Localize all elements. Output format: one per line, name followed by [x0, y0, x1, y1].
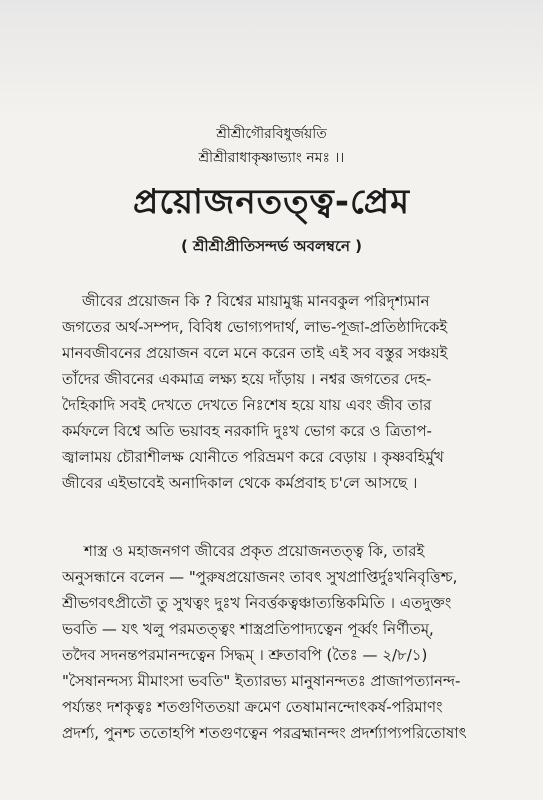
text-line: কর্মফলে বিশ্বে অতি ভয়াবহ নরকাদি দুঃখ ভোগ করে ও ত্রিতাপ-: [62, 422, 432, 440]
text-line: জীবের এইভাবেই অনাদিকাল থেকে কর্মপ্রবাহ চ'লে আসছে ।: [62, 474, 418, 492]
text-line: জ্বালাময় চৌরাশীলক্ষ যোনীতে পরিভ্রমণ করে বেড়ায় । কৃষ্ণবহির্মুখ: [62, 448, 444, 466]
text-line: অনুসন্ধানে বলেন — "পুরুষপ্রয়োজনং তাবৎ সুখপ্রাপ্তির্দুঃখনিবৃত্তিশ্চ,: [62, 568, 458, 586]
invocation-line-1: শ্রীশ্রীগৌরবিধুর্জয়তি: [216, 126, 327, 142]
text-line: তাঁদের জীবনের একমাত্র লক্ষ্য হয়ে দাঁড়ায় । নশ্বর জগতের দেহ-: [62, 370, 432, 388]
text-line: শ্রীভগবৎপ্রীতৌ তু সুখত্বং দুঃখ নিবর্ত্তকত্বঞ্চাত্যন্তিকমিতি । এতদুক্তং: [62, 594, 452, 612]
invocation-line-2: শ্রীশ্রীরাধাকৃষ্ণাভ্যাং নমঃ ।।: [198, 150, 345, 166]
chapter-subtitle: ( শ্রীশ্রীপ্রীতিসন্দর্ভ অবলম্বনে ): [180, 237, 363, 255]
bleed-through-shadow: [0, 0, 543, 120]
paragraph-2: [62, 538, 522, 746]
text-line: দৈহিকাদি সবই দেখতে দেখতে নিঃশেষ হয়ে যায় এবং জীব তার: [62, 396, 432, 414]
text-line: জগতের অর্থ-সম্পদ, বিবিধ ভোগ্যপদার্থ, লাভ-পূজা-প্রতিষ্ঠাদিকেই: [62, 318, 448, 336]
chapter-title: প্রয়োজনতত্ত্ব-প্রেম: [132, 182, 410, 222]
paragraph-1: [62, 288, 522, 496]
text-line: "সৈষানন্দস্য মীমাংসা ভবতি" ইত্যারভ্য মানুষানন্দতঃ প্রাজাপত্যানন্দ-: [62, 672, 461, 690]
text-line: ভবতি — যৎ খলু পরমতত্ত্বং শাস্ত্রপ্রতিপাদ্যত্বেন পূর্ব্বং নির্ণীতম্,: [62, 620, 434, 638]
text-line: জীবের প্রয়োজন কি ? বিশ্বের মায়ামুগ্ধ মানবকুল পরিদৃশ্যমান: [82, 292, 430, 310]
text-line: শাস্ত্র ও মহাজনগণ জীবের প্রকৃত প্রয়োজনতত্ত্ব কি, তারই: [84, 542, 425, 560]
text-line: পর্য্যন্তং দশকৃত্বঃ শতগুণিততয়া ক্রমেণ তেষামানন্দোৎকর্ষ-পরিমাণং: [62, 698, 443, 716]
text-line: প্রদর্শ্য, পুনশ্চ ততোহপি শতগুণত্বেন পরব্রহ্মানন্দং প্রদর্শ্যাপ্যপরিতোষাৎ: [62, 724, 467, 742]
text-line: মানবজীবনের প্রয়োজন বলে মনে করেন তাই এই সব বস্তুর সঞ্চয়ই: [62, 344, 448, 362]
text-line: তদৈব সদনন্তপরমানন্দত্বেন সিদ্ধম্ । শ্রুতাবপি (তৈঃ — ২/৮/১): [62, 646, 428, 664]
